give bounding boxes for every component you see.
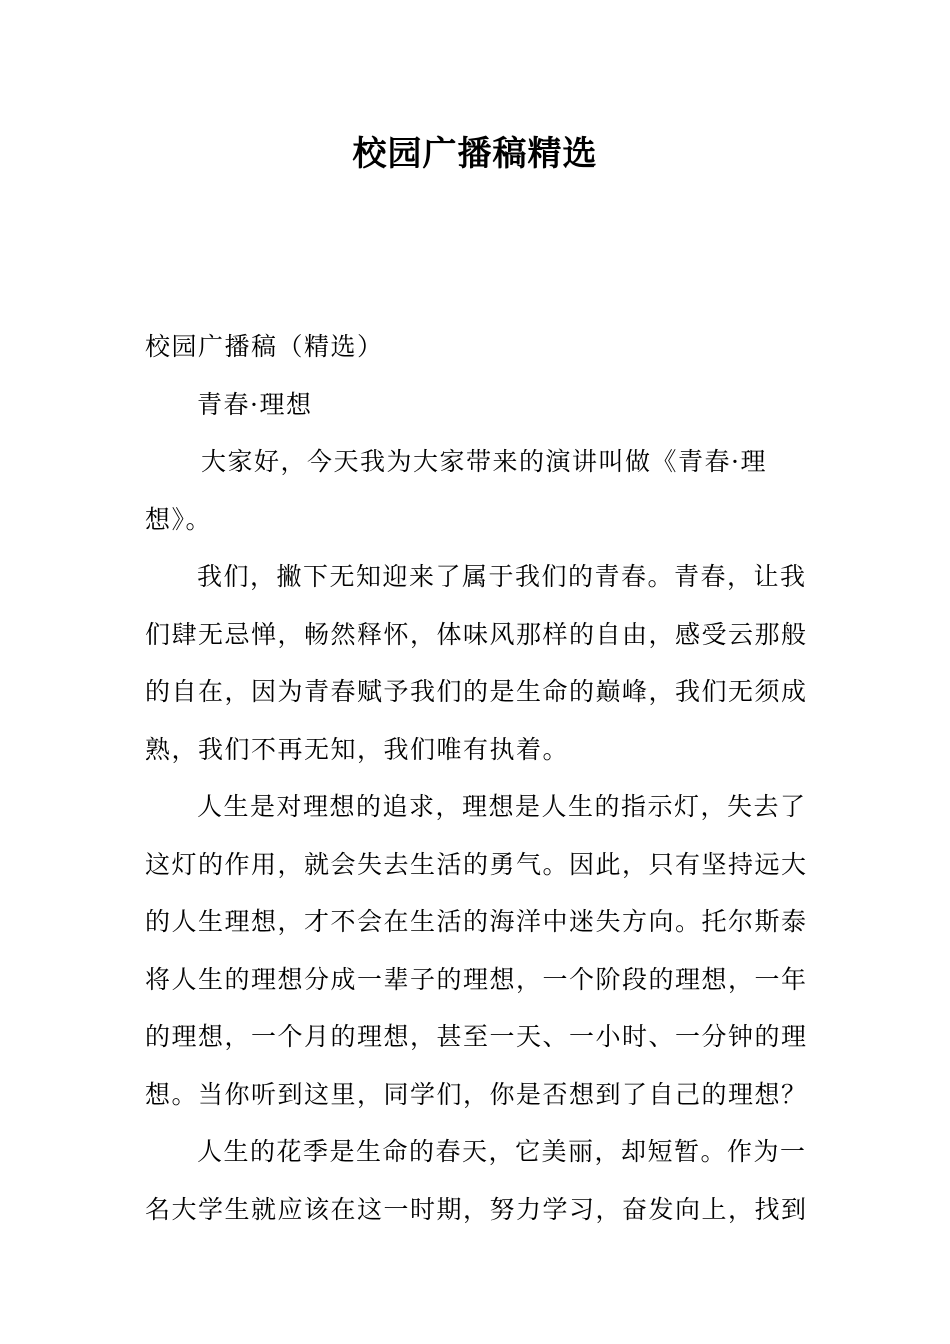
document-title: 校园广播稿精选 bbox=[352, 134, 598, 174]
document-body bbox=[145, 318, 807, 1238]
paragraph-line: 名大学生就应该在这一时期，努力学习，奋发向上，找到 bbox=[145, 1194, 808, 1224]
paragraph-line: 熟，我们不再无知，我们唯有执着。 bbox=[145, 734, 570, 764]
section-heading: 青春·理想 bbox=[197, 389, 313, 419]
paragraph-line: 人生是对理想的追求，理想是人生的指示灯，失去了 bbox=[197, 792, 807, 821]
paragraph-line: 的自在，因为青春赋予我们的是生命的巅峰，我们无须成 bbox=[145, 677, 808, 706]
paragraph-line: 人生的花季是生命的春天，它美丽，却短暂。作为一 bbox=[197, 1137, 807, 1166]
paragraph-line: 想。当你听到这里，同学们，你是否想到了自己的理想？ bbox=[145, 1079, 808, 1109]
paragraph-line: 我们，撇下无知迎来了属于我们的青春。青春，让我 bbox=[197, 562, 807, 591]
paragraph-line: 们肆无忌惮，畅然释怀，体味风那样的自由，感受云那般 bbox=[145, 619, 808, 649]
paragraph-line: 大家好，今天我为大家带来的演讲叫做《青春·理 bbox=[201, 447, 767, 476]
paragraph-line: 这灯的作用，就会失去生活的勇气。因此，只有坚持远大 bbox=[145, 849, 808, 879]
paragraph-line: 将人生的理想分成一辈子的理想，一个阶段的理想，一年 bbox=[145, 964, 808, 994]
paragraph-line: 想》。 bbox=[145, 504, 213, 534]
paragraph-line: 的人生理想，才不会在生活的海洋中迷失方向。托尔斯泰 bbox=[145, 907, 808, 936]
subtitle-line: 校园广播稿（精选） bbox=[145, 332, 384, 361]
paragraph-line: 的理想，一个月的理想，甚至一天、一小时、一分钟的理 bbox=[145, 1022, 808, 1051]
